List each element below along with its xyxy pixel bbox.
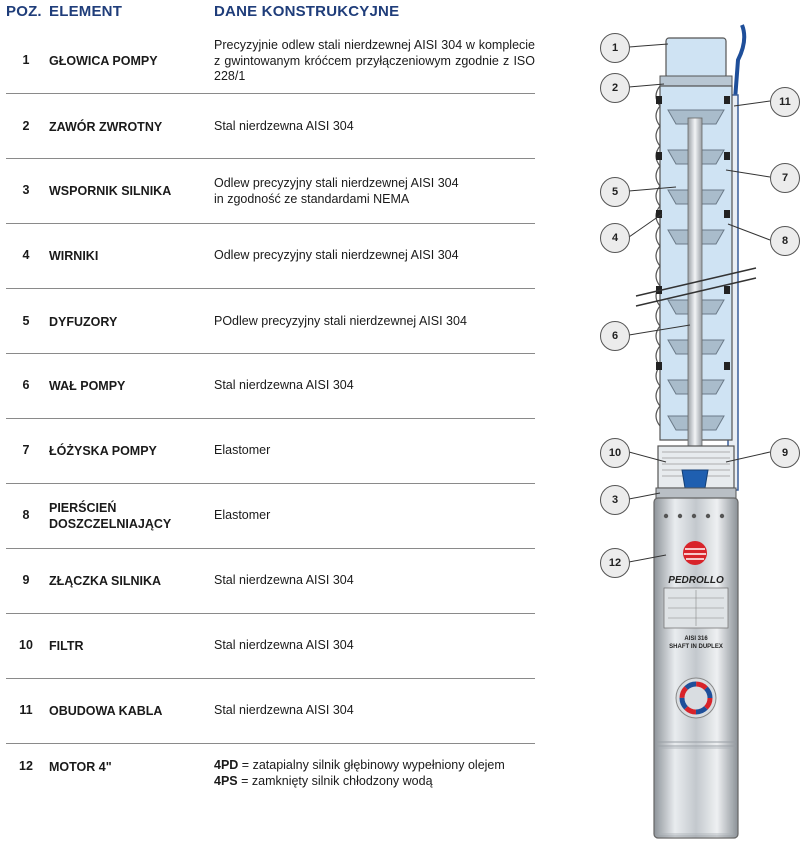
row-number: 12 bbox=[19, 759, 33, 773]
table-row bbox=[6, 158, 535, 224]
callout-2: 2 bbox=[600, 73, 630, 103]
row-element: ZŁĄCZKA SILNIKA bbox=[49, 574, 162, 588]
row-element: FILTR bbox=[49, 639, 84, 653]
row-element: GŁOWICA POMPY bbox=[49, 54, 158, 68]
row-number: 10 bbox=[19, 638, 33, 652]
row-element-line: DOSZCZELNIAJĄCY bbox=[49, 517, 172, 531]
row-description: Stal nierdzewna AISI 304 bbox=[214, 573, 354, 587]
row-description: Stal nierdzewna AISI 304 bbox=[214, 638, 354, 652]
plate-line-2: SHAFT IN DUPLEX bbox=[669, 644, 723, 650]
row-number: 2 bbox=[22, 119, 30, 133]
table-row bbox=[6, 93, 535, 159]
table-row bbox=[6, 483, 535, 549]
motor-code: 4PD bbox=[214, 758, 239, 772]
header-pos: POZ. bbox=[6, 3, 42, 20]
row-number: 11 bbox=[19, 703, 33, 717]
motor-bracket bbox=[656, 488, 736, 498]
row-description-line bbox=[214, 774, 535, 790]
callout-5: 5 bbox=[600, 177, 630, 207]
pump-head bbox=[666, 38, 726, 78]
callout-3: 3 bbox=[600, 485, 630, 515]
row-number: 4 bbox=[22, 248, 30, 262]
brand-name: PEDROLLO bbox=[668, 575, 724, 586]
row-number: 8 bbox=[22, 508, 30, 522]
row-description-line bbox=[214, 758, 535, 774]
check-valve bbox=[660, 76, 732, 86]
callout-6: 6 bbox=[600, 321, 630, 351]
row-description: Odlew precyzyjny stali nierdzewnej AISI 304 bbox=[214, 248, 459, 262]
row-description: Stal nierdzewna AISI 304 bbox=[214, 119, 354, 133]
row-description: Stal nierdzewna AISI 304 bbox=[214, 703, 354, 717]
row-element: MOTOR 4" bbox=[49, 760, 112, 774]
row-number: 1 bbox=[22, 53, 30, 67]
row-number: 6 bbox=[22, 378, 30, 392]
header-element: ELEMENT bbox=[49, 3, 123, 20]
row-description bbox=[214, 758, 535, 789]
row-element: WAŁ POMPY bbox=[49, 379, 126, 393]
table-row bbox=[6, 418, 535, 484]
callout-10: 10 bbox=[600, 438, 630, 468]
row-number: 5 bbox=[22, 314, 30, 328]
row-description: Elastomer bbox=[214, 443, 271, 457]
table-row bbox=[6, 223, 535, 289]
callout-1: 1 bbox=[600, 33, 630, 63]
row-element: OBUDOWA KABLA bbox=[49, 704, 163, 718]
motor-code-text: = zatapialny silnik głębinowy wypełniony olejem bbox=[238, 758, 505, 772]
table-row bbox=[6, 28, 535, 94]
plate-line-1: AISI 316 bbox=[684, 636, 708, 642]
header-dane: DANE KONSTRUKCYJNE bbox=[214, 3, 400, 20]
row-element: WIRNIKI bbox=[49, 249, 99, 263]
row-description-line: in zgodność ze standardami NEMA bbox=[214, 191, 410, 206]
row-element bbox=[49, 500, 209, 532]
row-description: Precyzyjnie odlew stali nierdzewnej AISI 304 w komplecie z gwintowanym króćcem przyłączeniowym zgodnie z ISO 228/1 bbox=[214, 38, 535, 83]
row-number: 9 bbox=[22, 573, 30, 587]
table-row bbox=[6, 678, 535, 744]
callout-12: 12 bbox=[600, 548, 630, 578]
row-number: 7 bbox=[22, 443, 30, 457]
row-description: Elastomer bbox=[214, 508, 271, 522]
table-row bbox=[6, 613, 535, 679]
table-row bbox=[6, 288, 535, 354]
row-element: ZAWÓR ZWROTNY bbox=[49, 120, 163, 134]
motor-code-text: = zamknięty silnik chłodzony wodą bbox=[237, 773, 433, 788]
row-element-line: PIERŚCIEŃ bbox=[49, 501, 117, 515]
row-description-line: Odlew precyzyjny stali nierdzewnej AISI 304 bbox=[214, 176, 459, 190]
row-number: 3 bbox=[22, 183, 30, 197]
row-description bbox=[214, 176, 535, 207]
row-element: WSPORNIK SILNIKA bbox=[49, 184, 172, 198]
callout-9: 9 bbox=[770, 438, 800, 468]
motor-code: 4PS bbox=[214, 773, 238, 788]
table-row bbox=[6, 548, 535, 614]
pedrollo-logo bbox=[683, 541, 707, 565]
row-element: DYFUZORY bbox=[49, 315, 118, 329]
row-element: ŁÓŻYSKA POMPY bbox=[49, 444, 157, 458]
pump-diagram bbox=[560, 18, 800, 848]
row-description: POdlew precyzyjny stali nierdzewnej AISI 304 bbox=[214, 314, 467, 328]
callout-4: 4 bbox=[600, 223, 630, 253]
callout-8: 8 bbox=[770, 226, 800, 256]
row-description: Stal nierdzewna AISI 304 bbox=[214, 378, 354, 392]
table-row bbox=[6, 353, 535, 419]
callout-11: 11 bbox=[770, 87, 800, 117]
table-row bbox=[6, 743, 535, 808]
callout-7: 7 bbox=[770, 163, 800, 193]
